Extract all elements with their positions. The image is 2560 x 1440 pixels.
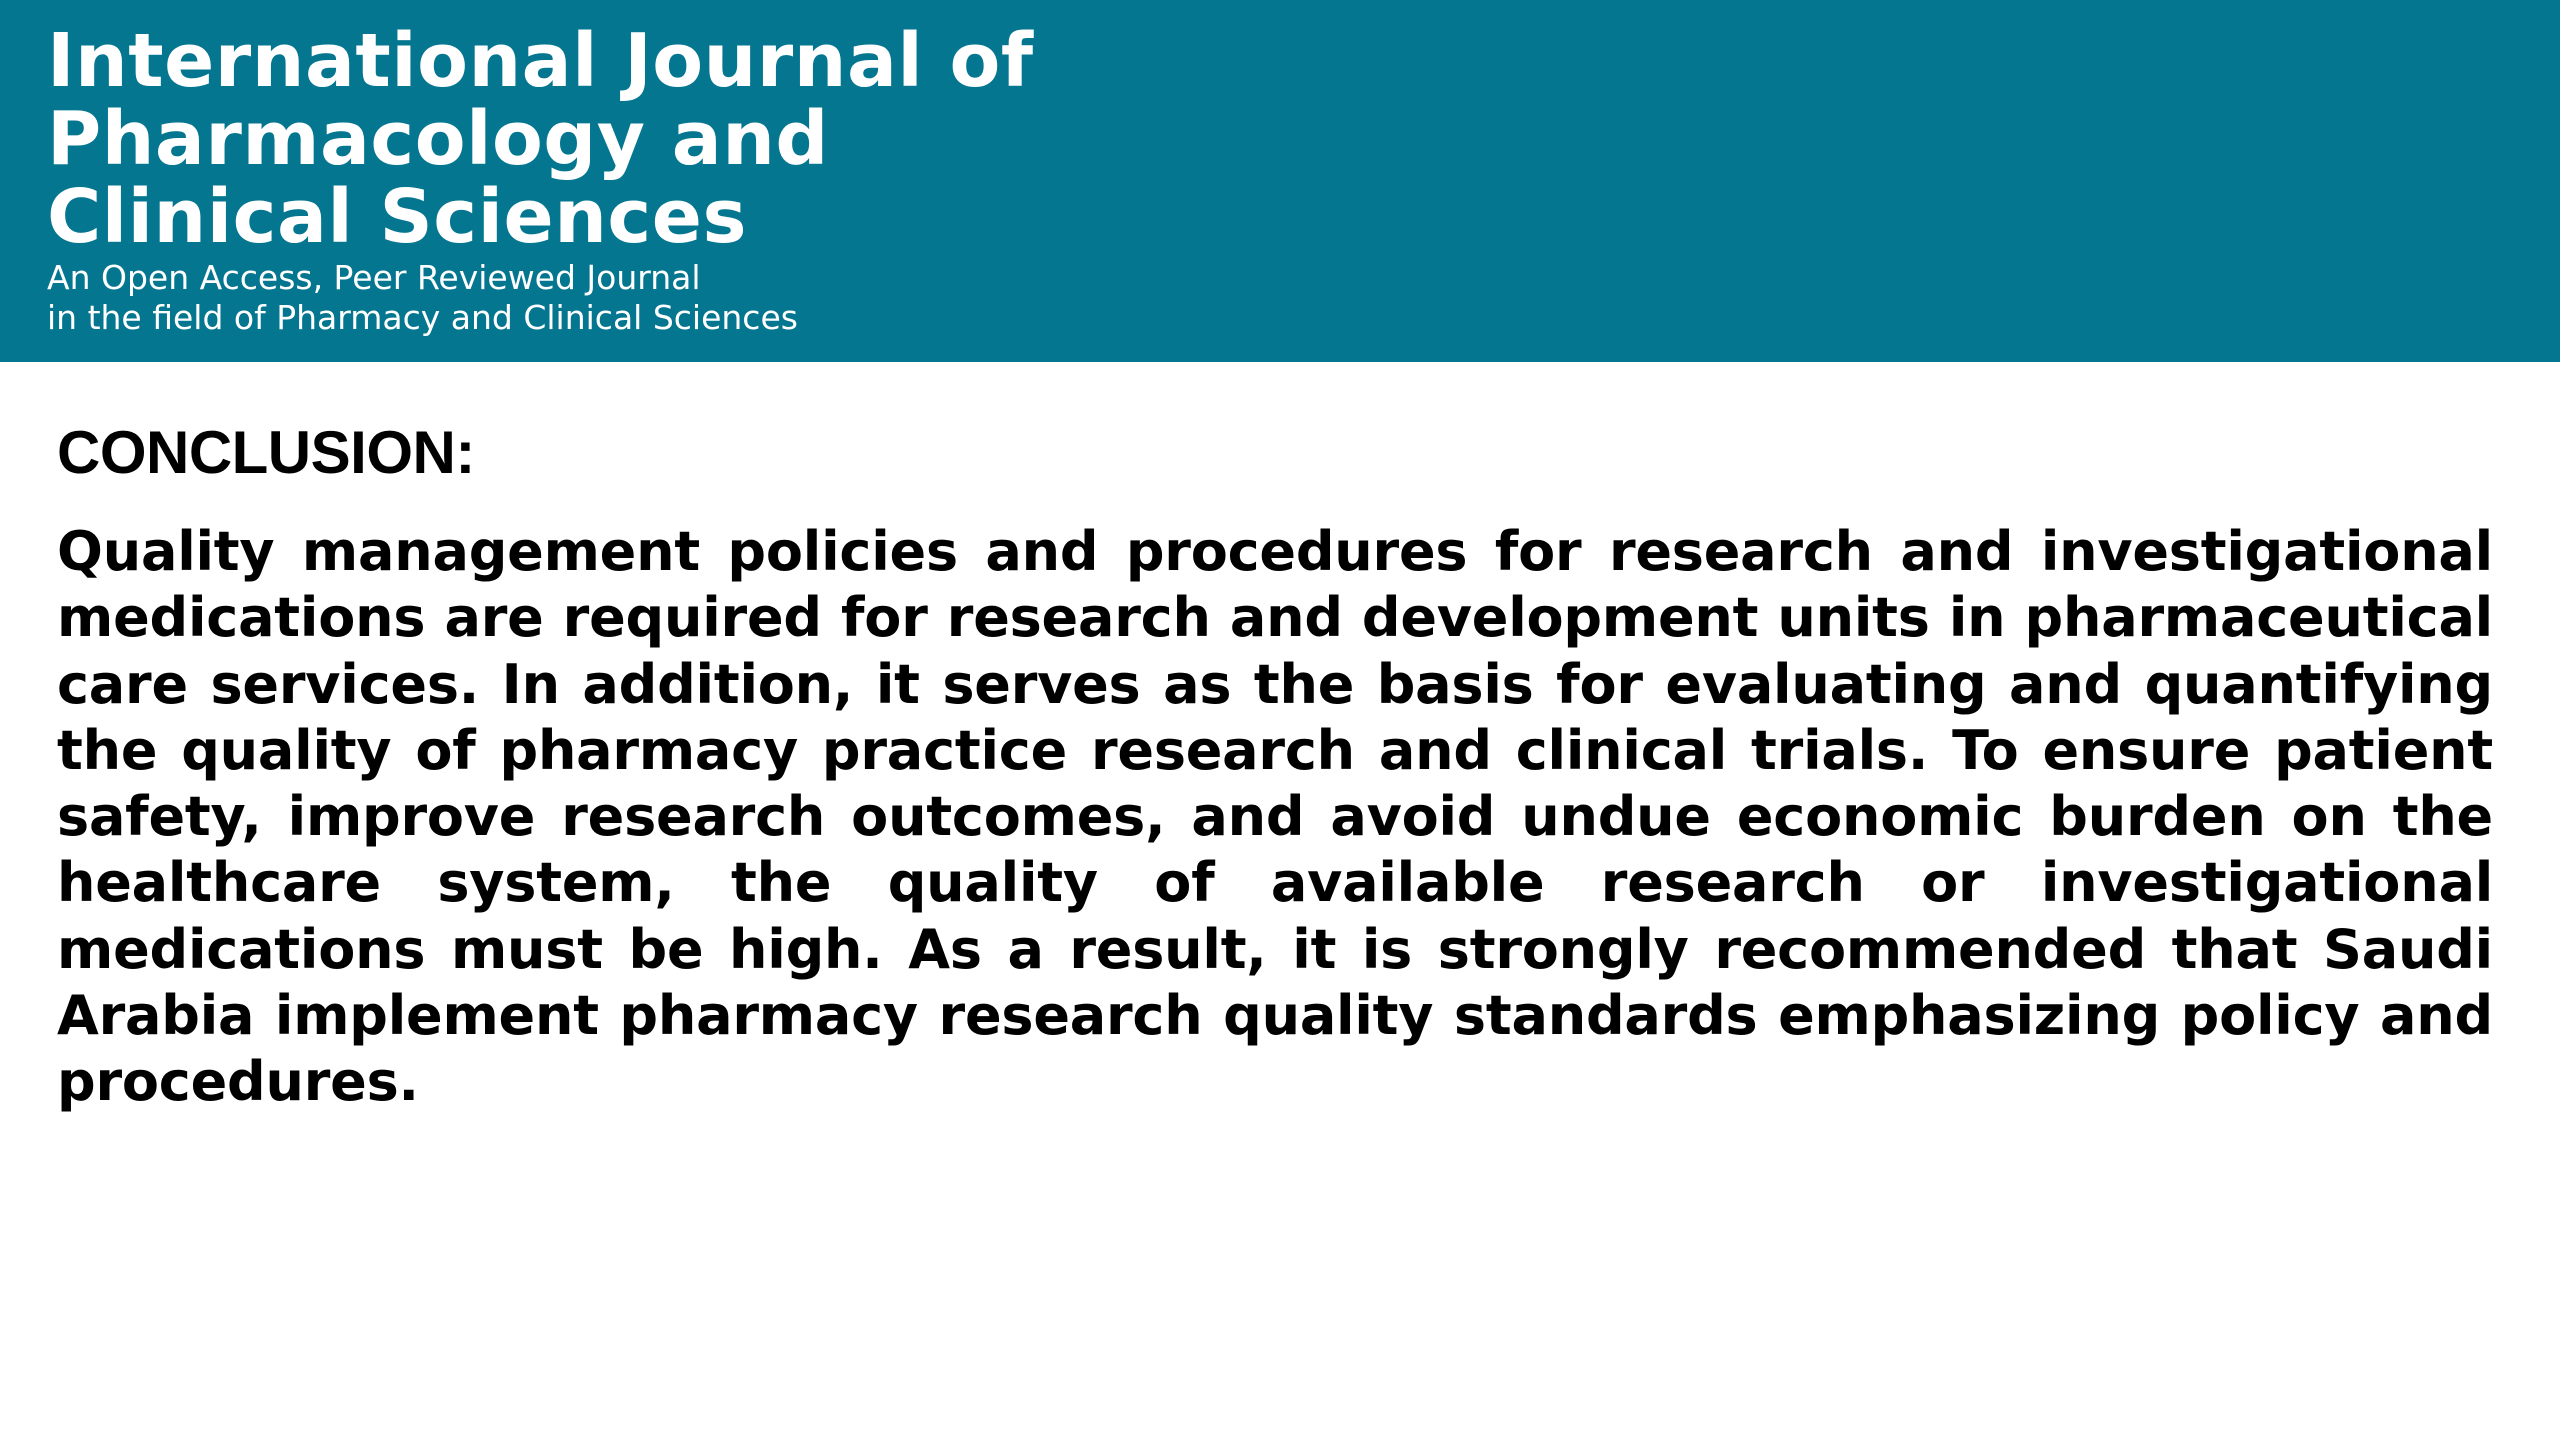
journal-tagline — [47, 258, 2560, 338]
journal-title-line-2: Pharmacology and — [47, 96, 829, 182]
journal-title-line-3: Clinical Sciences — [47, 174, 748, 260]
section-body: Quality management policies and procedures for research and investigational medications are required for research and development units in pharmaceutical care services. In addition, it serves as the basis for evaluating and quantifying the quality of pharmacy practice research and clinical trials. To ensure patient safety, improve research outcomes, and avoid undue economic burden on the healthcare system, the quality of available research or investigational medications must be high. As a result, it is strongly recommended that Saudi Arabia implement pharmacy research quality standards emphasizing policy and procedures. — [57, 520, 2493, 1114]
journal-title-line-1: International Journal of — [47, 18, 1034, 104]
journal-tagline-line-1: An Open Access, Peer Reviewed Journal — [47, 258, 701, 297]
journal-title — [47, 18, 2560, 260]
journal-tagline-line-2: in the field of Pharmacy and Clinical Sciences — [47, 298, 798, 337]
journal-header-banner — [0, 0, 2560, 362]
conclusion-section — [57, 405, 2493, 1116]
section-heading: CONCLUSION: — [57, 419, 475, 486]
